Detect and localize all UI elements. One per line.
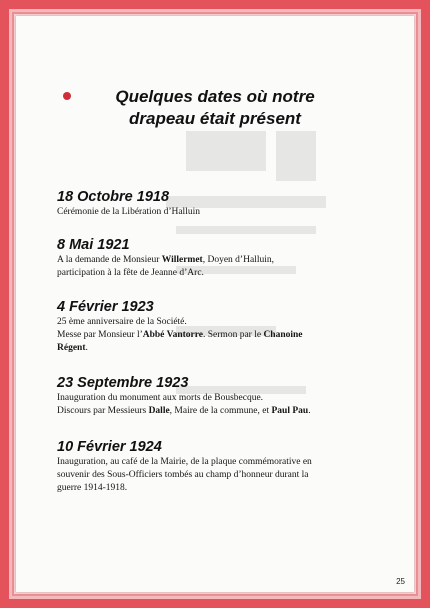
entry-date: 23 Septembre 1923 <box>57 375 189 391</box>
entry-text: Inauguration, au café de la Mairie, de la plaque commémorative en <box>57 457 312 467</box>
entry-4-fevrier-1923 <box>57 298 377 355</box>
page-title <box>16 86 414 130</box>
title-line-2: drapeau était présent <box>129 109 301 128</box>
text-run: A la demande de Monsieur <box>57 255 162 265</box>
entry-text <box>57 254 377 267</box>
entry-23-septembre-1923 <box>57 374 377 418</box>
entry-text <box>57 329 377 342</box>
name-bold: Willermet <box>161 255 203 265</box>
entry-text <box>57 342 377 355</box>
entry-date: 4 Février 1923 <box>57 299 154 315</box>
name-bold: Chanoine <box>263 330 303 340</box>
name-bold: Abbé Vantorre <box>142 330 204 340</box>
name-bold: Dalle <box>148 406 170 416</box>
entry-text: souvenir des Sous-Officiers tombés au champ d’honneur durant la <box>57 470 309 480</box>
title-line-1: Quelques dates où notre <box>115 87 315 106</box>
text-run: . <box>308 406 311 416</box>
page-number: 25 <box>396 577 405 586</box>
entry-text: 25 ème anniversaire de la Société. <box>57 317 187 327</box>
entry-date: 10 Février 1924 <box>57 439 162 455</box>
entry-date: 8 Mai 1921 <box>57 237 130 253</box>
entry-text: participation à la fête de Jeanne d’Arc. <box>57 268 204 278</box>
name-bold: Paul Pau <box>271 406 309 416</box>
entry-10-fevrier-1924 <box>57 438 377 495</box>
text-run: Messe par Monsieur l’ <box>57 330 143 340</box>
entry-text: Cérémonie de la Libération d’Halluin <box>57 207 200 217</box>
document-page <box>16 16 414 592</box>
text-run: Discours par Messieurs <box>57 406 149 416</box>
name-bold: Régent <box>57 343 86 353</box>
text-run: . <box>85 343 88 353</box>
text-run: . Sermon par le <box>203 330 264 340</box>
entry-text <box>57 405 377 418</box>
entry-8-mai-1921 <box>57 236 377 280</box>
text-run: , Maire de la commune, et <box>169 406 272 416</box>
entry-text: Inauguration du monument aux morts de Bousbecque. <box>57 393 264 403</box>
entry-18-octobre-1918 <box>57 188 377 219</box>
text-run: , Doyen d’Halluin, <box>202 255 274 265</box>
entry-text: guerre 1914-1918. <box>57 483 128 493</box>
entry-date: 18 Octobre 1918 <box>57 189 170 205</box>
